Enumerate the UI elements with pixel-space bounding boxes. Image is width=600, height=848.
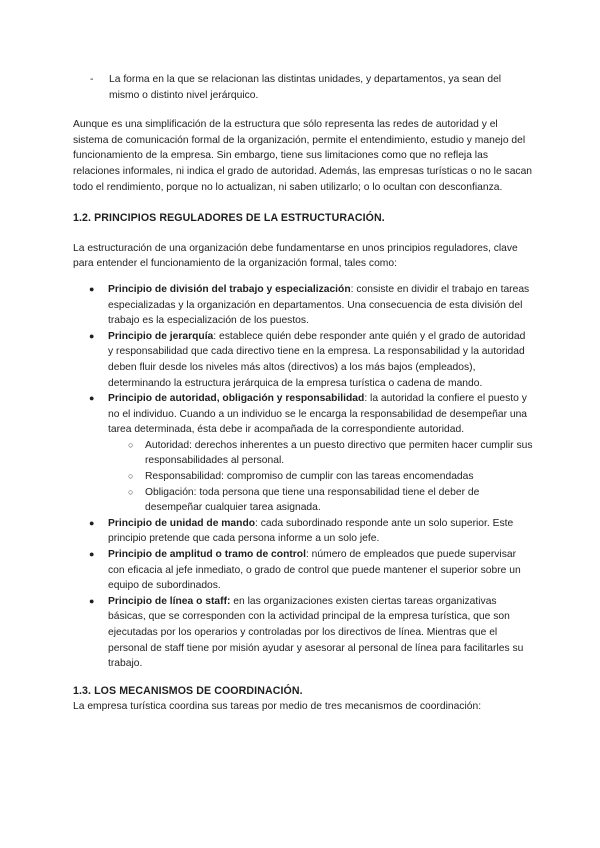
hollow-bullet-icon: ○ [128,439,134,450]
sub-list-item [108,469,533,485]
sub-list-item [108,485,533,516]
sub-list-item [108,438,533,469]
principle-item [73,547,533,594]
principle-text: : la autoridad la confiere el puesto y no el individuo. Cuando a un individuo se le encarga la responsabilidad de desempeñar una tarea determinada, ésta debe ir acompañada de la correspondiente autoridad. [108,393,528,436]
bullet-icon: ● [89,517,95,528]
principle-item [73,282,533,329]
bullet-icon: ● [89,549,95,560]
principle-item [73,516,533,547]
dash-marker: - [90,74,94,85]
principles-list [73,282,533,672]
hollow-bullet-icon: ○ [128,486,134,497]
principle-title: Principio de jerarquía [108,330,214,342]
principle-title: Principio de línea o staff: [108,595,231,607]
principle-title: Principio de división del trabajo y especialización [108,283,351,295]
section-heading-1-2: 1.2. PRINCIPIOS REGULADORES DE LA ESTRUCTURACIÓN. [73,212,385,225]
bullet-icon: ● [89,393,95,404]
bullet-icon: ● [89,283,95,294]
principle-text: en las organizaciones existen ciertas tareas organizativas básicas, que se corresponden con la actividad principal de la empresa turística, que son ejecutadas por los operarios y controladas por los directivos de línea. Mientras que el personal de staff tiene por misión ayudar y asesorar al personal de línea para facilitarles su trabajo. [108,595,524,670]
principle-title: Principio de autoridad, obligación y responsabilidad [108,393,365,405]
section-1-2-lead: La estructuración de una organización debe fundamentarse en unos principios reguladores, clave para entender el funcionamiento de la organización formal, tales como: [73,242,518,270]
principle-text: : cada subordinado responde ante un solo superior. Este principio pretende que cada persona informe a un solo jefe. [108,517,514,545]
principle-item [73,391,533,516]
bullet-icon: ● [89,330,95,341]
principle-text: : número de empleados que puede supervisar con eficacia al jefe inmediato, o grado de control que puede mantener el superior sobre un equipo de subordinados. [108,549,521,592]
principle-text: : consiste en dividir el trabajo en tareas especializadas y la organización en departamentos. Una consecuencia de esta división del trabajo es la especialización de los puestos. [108,283,530,327]
section-1-3-lead: La empresa turística coordina sus tareas por medio de tres mecanismos de coordinación: [73,701,482,713]
principle-text: : establece quién debe responder ante quién y el grado de autoridad y responsabilidad que cada directivo tiene en la empresa. La responsabilidad y la autoridad deben fluir desde los niveles más altos (directivos) a los más bajos (empleados), determinando la estructura jerárquica de la empresa turística o cadena de mando. [108,330,526,389]
bullet-icon: ● [89,595,95,606]
document-body [73,72,533,715]
principle-item [73,329,533,391]
intro-paragraph: Aunque es una simplificación de la estructura que sólo representa las redes de autoridad y el sistema de comunicación formal de la organización, permite el entendimiento, estudio y manejo del funcionamiento de la empresa. Sin embargo, tiene sus limitaciones como que no refleja las relaciones informales, ni indica el grado de autoridad. Además, las empresas turísticas o no le sacan todo el rendimiento, porque no lo actualizan, ni saben utilizarlo; o lo ocultan con desconfianza. [73,119,533,193]
section-heading-1-3: 1.3. LOS MECANISMOS DE COORDINACIÓN. [73,684,303,697]
hollow-bullet-icon: ○ [128,471,134,482]
intro-list-item [73,72,533,103]
principle-title: Principio de unidad de mando [108,517,256,529]
sub-list-item-text: Obligación: toda persona que tiene una responsabilidad tiene el deber de desempeñar cualquier tarea asignada. [145,486,480,514]
intro-list-item-text: La forma en la que se relacionan las distintas unidades, y departamentos, ya sean del mismo o distinto nivel jerárquico. [109,74,502,101]
sub-list-item-text: Autoridad: derechos inherentes a un puesto directivo que permiten hacer cumplir sus responsabilidades al personal. [145,439,533,467]
sub-list-item-text: Responsabilidad: compromiso de cumplir con las tareas encomendadas [145,471,474,483]
principle-title: Principio de amplitud o tramo de control [108,549,306,561]
sub-list [108,438,533,516]
principle-item [73,594,533,672]
